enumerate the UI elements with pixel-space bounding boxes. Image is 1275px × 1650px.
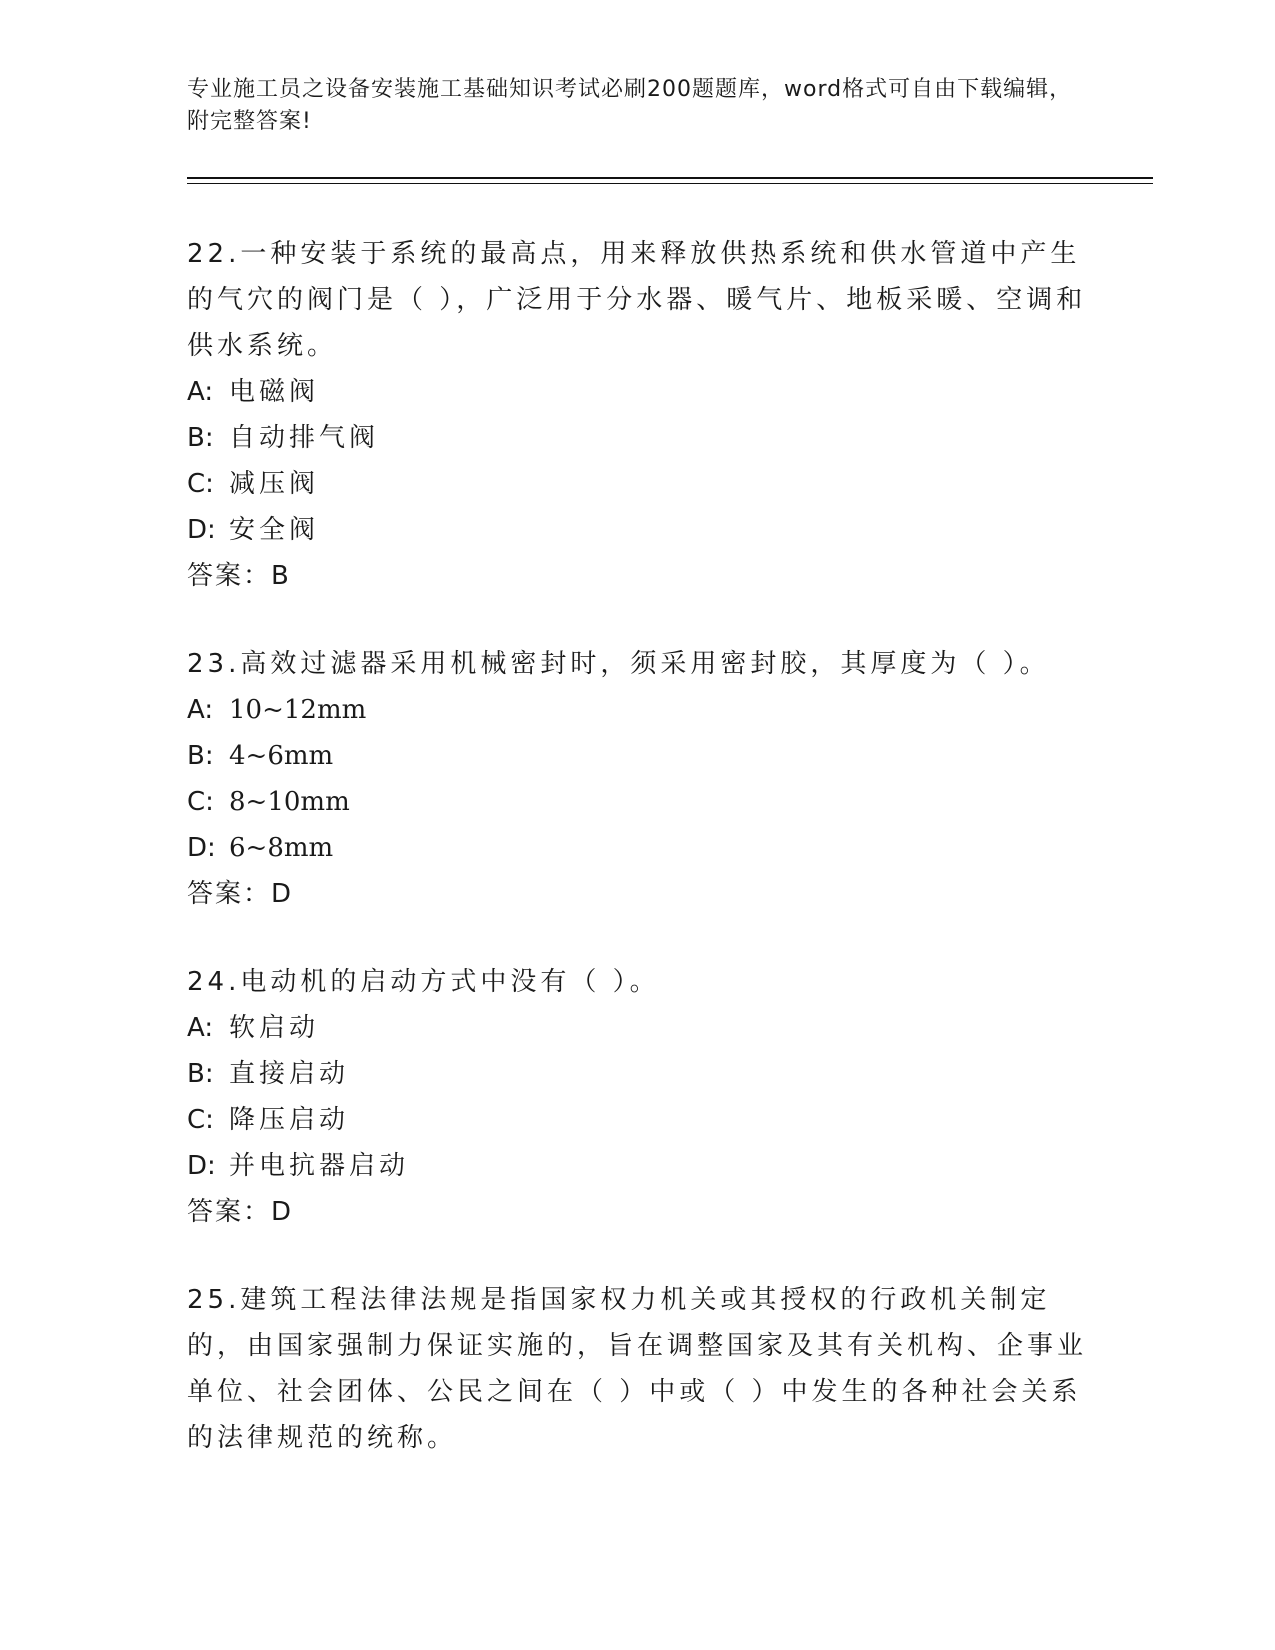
option-key: B: (187, 423, 214, 453)
question-25 (187, 1277, 1087, 1461)
option-c (187, 779, 1087, 825)
option-value: 自动排气阀 (229, 423, 380, 453)
option-value: 降压启动 (229, 1105, 350, 1135)
option-d (187, 1143, 1087, 1189)
header-rule-thin (187, 183, 1153, 184)
option-key: C: (187, 787, 214, 817)
option-b (187, 1051, 1087, 1097)
option-value: 8~10mm (229, 787, 350, 817)
option-value: 并电抗器启动 (229, 1151, 410, 1181)
option-key: A: (187, 695, 214, 725)
option-b (187, 733, 1087, 779)
question-text: 24.电动机的启动方式中没有（ ）。 (187, 967, 660, 997)
header-rule-thick (187, 177, 1153, 179)
option-d (187, 507, 1087, 553)
option-value: 10~12mm (229, 695, 367, 725)
option-value: 减压阀 (229, 469, 320, 499)
option-value: 直接启动 (229, 1059, 350, 1089)
option-c (187, 461, 1087, 507)
option-key: D: (187, 515, 216, 545)
question-24 (187, 959, 1087, 1235)
option-key: A: (187, 377, 214, 407)
option-key: C: (187, 469, 214, 499)
option-a (187, 369, 1087, 415)
question-22 (187, 231, 1087, 599)
option-key: D: (187, 1151, 216, 1181)
answer-line: 答案：B (187, 561, 291, 591)
option-a (187, 687, 1087, 733)
option-c (187, 1097, 1087, 1143)
document-header-title: 专业施工员之设备安装施工基础知识考试必刷200题题库，word格式可自由下载编辑，附完整答案! (187, 77, 1073, 134)
option-key: C: (187, 1105, 214, 1135)
option-key: A: (187, 1013, 214, 1043)
option-a (187, 1005, 1087, 1051)
option-key: B: (187, 741, 214, 771)
option-value: 软启动 (229, 1013, 320, 1043)
question-text: 23.高效过滤器采用机械密封时，须采用密封胶，其厚度为（ ）。 (187, 649, 1050, 679)
answer-line: 答案：D (187, 879, 294, 909)
option-value: 电磁阀 (229, 377, 320, 407)
option-key: D: (187, 833, 216, 863)
question-list (187, 231, 1087, 1503)
question-text: 22.一种安装于系统的最高点，用来释放供热系统和供水管道中产生的气穴的阀门是（ ），广泛用于分水器、暖气片、地板采暖、空调和供水系统。 (187, 239, 1087, 361)
answer-line: 答案：D (187, 1197, 294, 1227)
option-b (187, 415, 1087, 461)
question-text: 25.建筑工程法律法规是指国家权力机关或其授权的行政机关制定的，由国家强制力保证实施的，旨在调整国家及其有关机构、企事业单位、社会团体、公民之间在（ ）中或（ ）中发生的各种社会关系的法律规范的统称。 (187, 1285, 1088, 1453)
option-value: 4~6mm (229, 741, 334, 771)
option-value: 6~8mm (229, 833, 334, 863)
question-23 (187, 641, 1087, 917)
option-key: B: (187, 1059, 214, 1089)
option-value: 安全阀 (229, 515, 320, 545)
option-d (187, 825, 1087, 871)
